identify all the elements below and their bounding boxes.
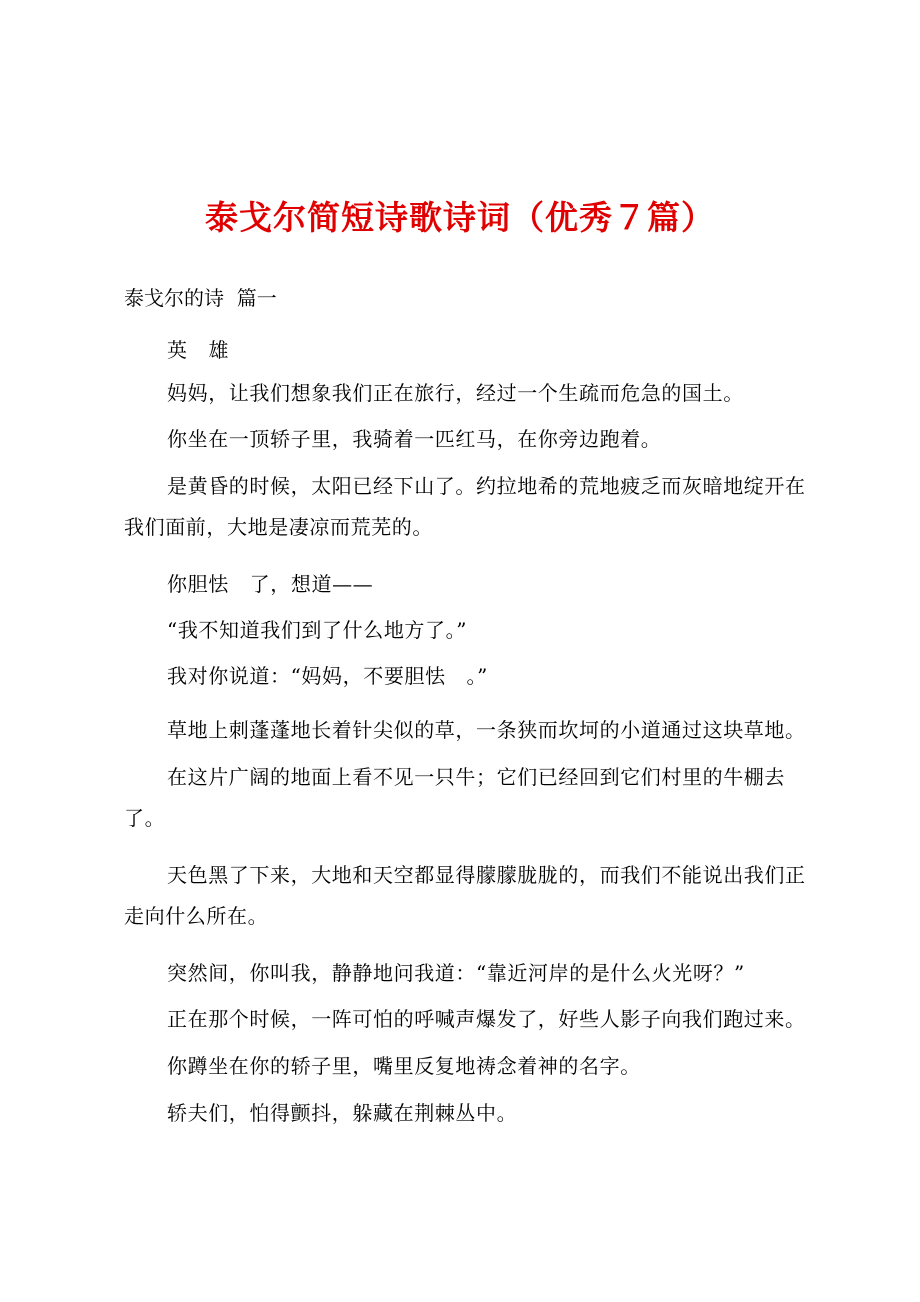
poem-title: 英 雄: [167, 338, 230, 362]
paragraph-10: 突然间，你叫我，静静地问我道：“靠近河岸的是什么火光呀？”: [167, 961, 745, 985]
paragraph-13: 轿夫们，怕得颤抖，躲藏在荆棘丛中。: [167, 1101, 518, 1125]
paragraph-8: 在这片广阔的地面上看不见一只牛；它们已经回到它们村里的牛棚去了。: [124, 765, 785, 830]
paragraph-4: 你胆怯 了，想道——: [167, 572, 374, 596]
paragraph-9: 天色黑了下来，大地和天空都显得朦朦胧胧的，而我们不能说出我们正走向什么所在。: [124, 863, 806, 928]
paragraph-1: 妈妈，让我们想象我们正在旅行，经过一个生疏而危急的国土。: [167, 381, 744, 405]
section-heading: 泰戈尔的诗 篇一: [124, 286, 277, 310]
paragraph-11: 正在那个时候，一阵可怕的呼喊声爆发了，好些人影子向我们跑过来。: [167, 1007, 806, 1031]
paragraph-7: 草地上刺蓬蓬地长着针尖似的草，一条狭而坎坷的小道通过这块草地。: [167, 718, 806, 742]
document-title: 泰戈尔简短诗歌诗词（优秀７篇）: [205, 198, 715, 237]
paragraph-3: 是黄昏的时候，太阳已经下山了。约拉地希的荒地疲乏而灰暗地绽开在我们面前，大地是凄凉而荒芜的。: [124, 474, 806, 539]
paragraph-5: “我不知道我们到了什么地方了。”: [167, 618, 468, 642]
paragraph-12: 你蹲坐在你的轿子里，嘴里反复地祷念着神的名字。: [167, 1054, 641, 1078]
paragraph-6: 我对你说道：“妈妈，不要胆怯 。”: [167, 664, 488, 688]
paragraph-2: 你坐在一顶轿子里，我骑着一匹红马，在你旁边跑着。: [167, 427, 662, 451]
